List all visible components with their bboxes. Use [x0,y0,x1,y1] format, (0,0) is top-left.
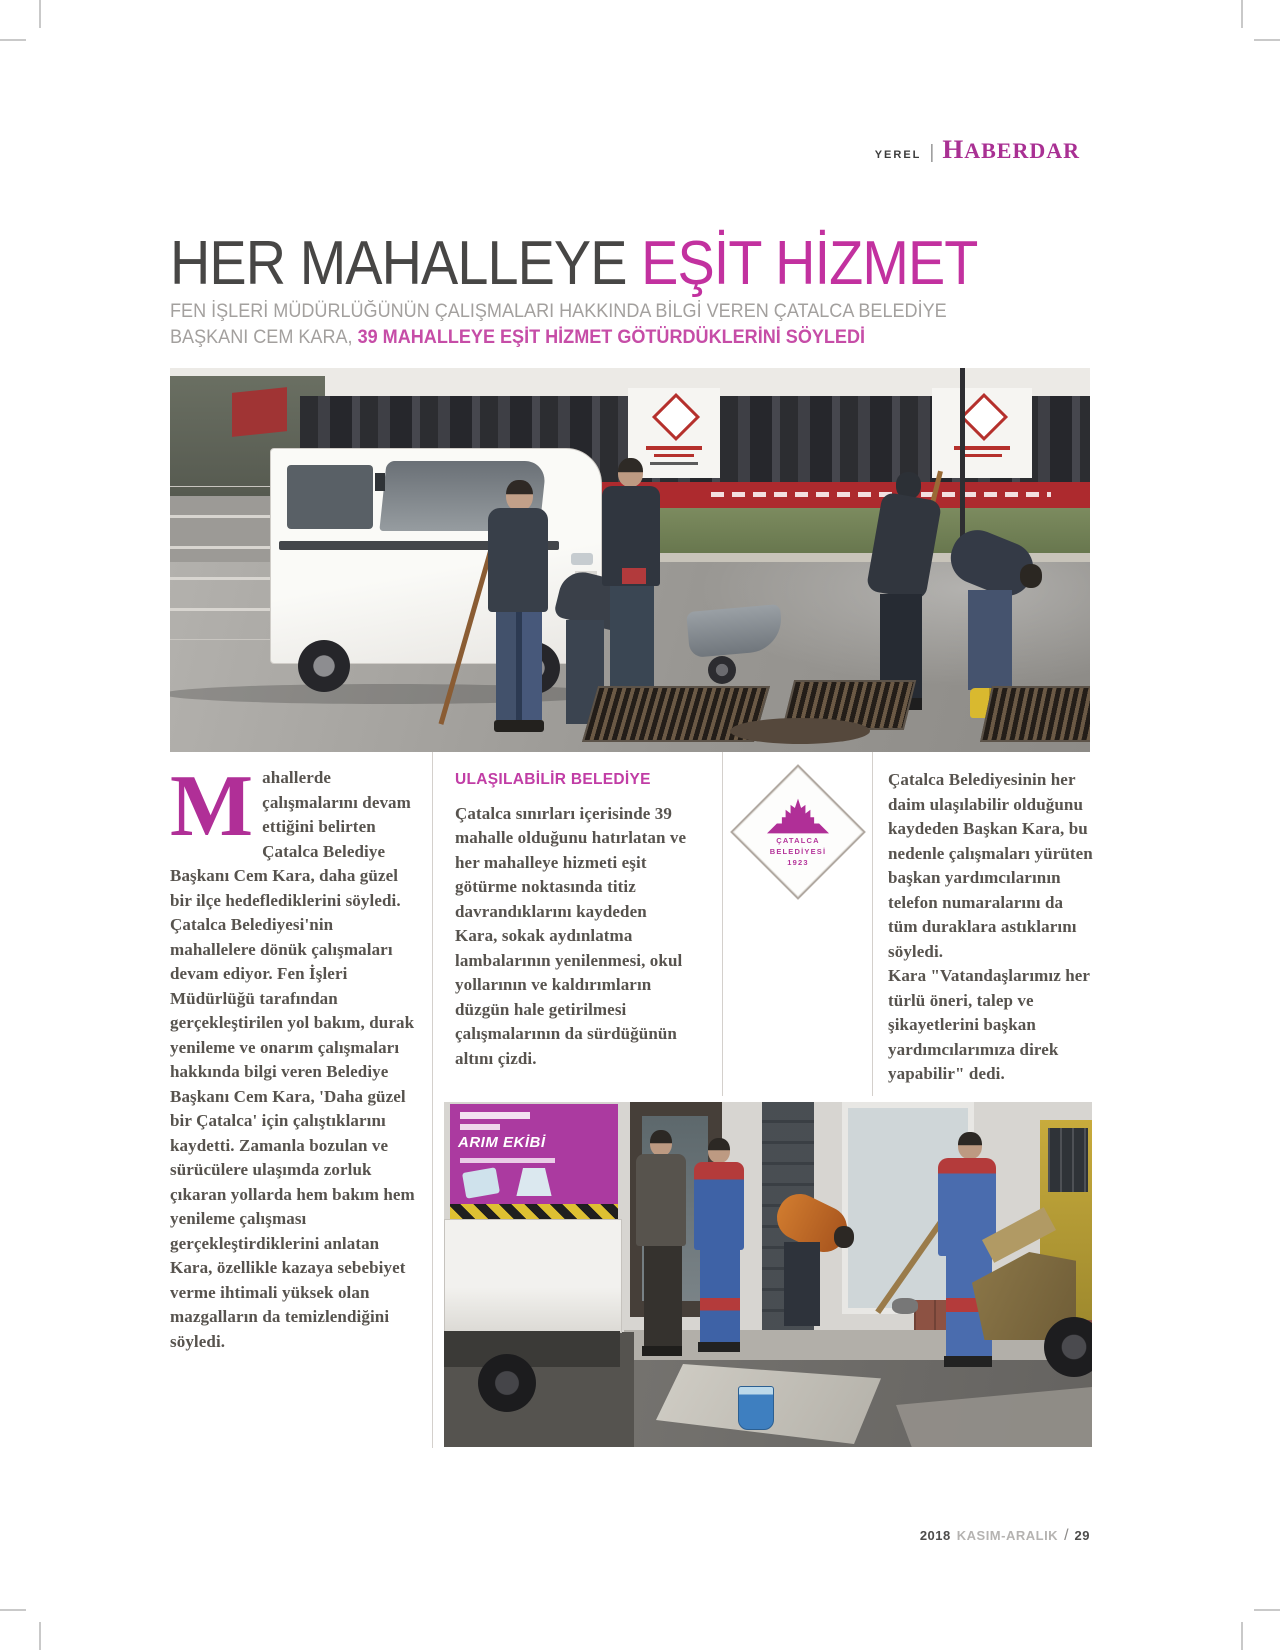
bottom-photo [444,1102,1092,1447]
article-column-1 [170,766,422,1446]
sign-text: ARIM EKİBİ [458,1134,546,1151]
mosque-silhouette-icon [767,798,829,834]
truck-wheel [478,1354,536,1412]
bucket [738,1386,774,1430]
crop-mark [1254,39,1280,41]
logo-line1: ÇATALCA [776,835,820,845]
standfirst-line2-plain: BAŞKANI CEM KARA, [170,327,358,348]
worker [1020,564,1042,588]
sign-text-bar [460,1158,555,1163]
crop-mark [39,0,41,28]
billboard-diamond-logo [960,393,1008,441]
title-accent: EŞİT HİZMET [641,229,978,298]
column1-text: ahallerde çalışmalarını devam ettiğini belirten Çatalca Belediye Başkanı Cem Kara, daha güzel bir ilçe hedeflediklerini söyledi. Çatalca Belediyesi'nin mahallelere dönük çalışmaları devam ediyor. Fen İşleri Müdürlüğü tarafından gerçekleştirilen yol bakım, durak yenileme ve onarım çalışmaları hakkında bilgi veren Belediye Başkanı Cem Kara, 'Daha güzel bir Çatalca' için çalıştıklarını kaydetti. Zamanla bozulan ve sürücülere ulaşımda zorluk çıkaran yollarda hem bakım hem yenileme çalışması gerçekleştirdiklerini anlatan Kara, özellikle kazaya sebebiyet verme ihtimali yüksek olan mazgalların da temizlendiğini söyledi. [170,768,415,1351]
drop-cap: M [170,766,254,855]
worker [644,1246,682,1346]
wheelbarrow-wheel [708,656,736,684]
street-pole [960,368,965,540]
worker [834,1226,854,1248]
crop-mark [0,1609,26,1611]
truck-mirror [375,473,385,491]
masthead-divider: | [929,142,935,163]
hazard-stripe [450,1204,618,1219]
worker [494,720,544,732]
worker [708,1138,730,1163]
worker [506,480,533,511]
crop-mark [0,39,26,41]
masthead [875,134,1080,165]
sign-drawing [512,1168,556,1196]
billboard-text-line [962,454,1002,457]
pickup-truck-cab [270,448,602,664]
worker [650,1130,672,1156]
standfirst-line2-accent: 39 MAHALLEYE EŞİT HİZMET GÖTÜRDÜKLERİNİ SÖYLEDİ [357,327,866,348]
truck-rear-window [287,465,373,529]
billboard-text-line [654,454,694,457]
footer-year: 2018 [919,1528,951,1543]
article-column-2 [455,768,693,1100]
maintenance-truck-body [444,1219,622,1333]
sign-drawing [462,1167,500,1199]
crop-mark [1254,1609,1280,1611]
worker [496,612,542,720]
subsection-heading: ULAŞILABİLİR BELEDİYE [455,771,651,788]
truck-wheel [298,640,350,692]
standfirst-line2 [170,325,947,351]
page-number: 29 [1074,1528,1090,1543]
billboard-text-line [646,446,702,450]
worker-blue-overalls [700,1250,740,1342]
worker [642,1346,682,1356]
worker [968,590,1012,690]
page-footer [920,1527,1090,1545]
worker [784,1242,820,1326]
worker [698,1342,740,1352]
catalca-municipality-logo [722,772,872,940]
standfirst-line1: FEN İŞLERİ MÜDÜRLÜĞÜNÜN ÇALIŞMALARI HAKKINDA BİLGİ VEREN ÇATALCA BELEDİYE [170,301,947,322]
truck-headlight [571,553,593,565]
billboard-panel [932,388,1032,478]
sign-text-bar [460,1124,500,1130]
shovel-blade [892,1298,918,1314]
worker [488,508,548,612]
section-label: YEREL [874,149,922,161]
drain-grate [980,686,1090,742]
column3-paragraph2: Kara "Vatandaşlarımız her türlü öneri, talep ve şikayetlerini başkan yardımcılarımıza direk yapabilir" dedi. [888,966,1090,1083]
billboard-text-line [650,462,698,465]
logo-line2: BELEDİYESİ [769,846,827,856]
worker [944,1356,992,1367]
crop-mark [1241,0,1243,28]
column-rule [872,752,873,1096]
column2-text: Çatalca sınırları içerisinde 39 mahalle olduğunu hatırlatan ve her mahalleye hizmeti eşit götürme noktasında titiz davrandıklarını kaydeden Kara, sokak aydınlatma lambalarının yenilenmesi, okul yollarının ve kaldırımların düzgün hale getirilmesi çalışmalarının da sürdüğünün altını çizdi. [455,803,687,1068]
article-paragraph [170,766,422,1354]
page-title [170,229,978,298]
worker [618,458,643,487]
logo-content [750,784,846,880]
column3-paragraph1: Çatalca Belediyesinin her daim ulaşılabilir olduğunu kaydeden Başkan Kara, bu nedenle çalışmaları yürüten başkan yardımcılarının telefon numaralarını da tüm duraklara astıklarını söyledi. [888,770,1093,961]
standfirst [170,299,947,351]
footer-months: KASIM-ARALIK [956,1528,1059,1543]
column-rule [432,752,433,1448]
maintenance-truck-sign [450,1104,618,1204]
magazine-title: HABERDAR [942,134,1080,164]
truck-underside [444,1331,620,1367]
wheel-loader-cab [1048,1128,1088,1192]
worker [610,586,654,686]
billboard-diamond-logo [652,393,700,441]
article-column-3 [888,768,1094,1100]
crop-mark [1241,1622,1243,1650]
top-photo [170,368,1090,752]
soil-pile [730,718,870,744]
footer-separator: / [1064,1527,1069,1544]
sign-text-bar [460,1112,530,1119]
worker-blue-overalls [694,1162,744,1250]
red-flag [232,387,287,437]
banner-strip-text [711,492,1051,497]
worker-red-gear [622,568,646,584]
crop-mark [39,1622,41,1650]
title-dark: HER MAHALLEYE [170,229,642,298]
worker [636,1154,686,1246]
logo-line3: 1923 [787,857,809,867]
worker [958,1132,982,1159]
